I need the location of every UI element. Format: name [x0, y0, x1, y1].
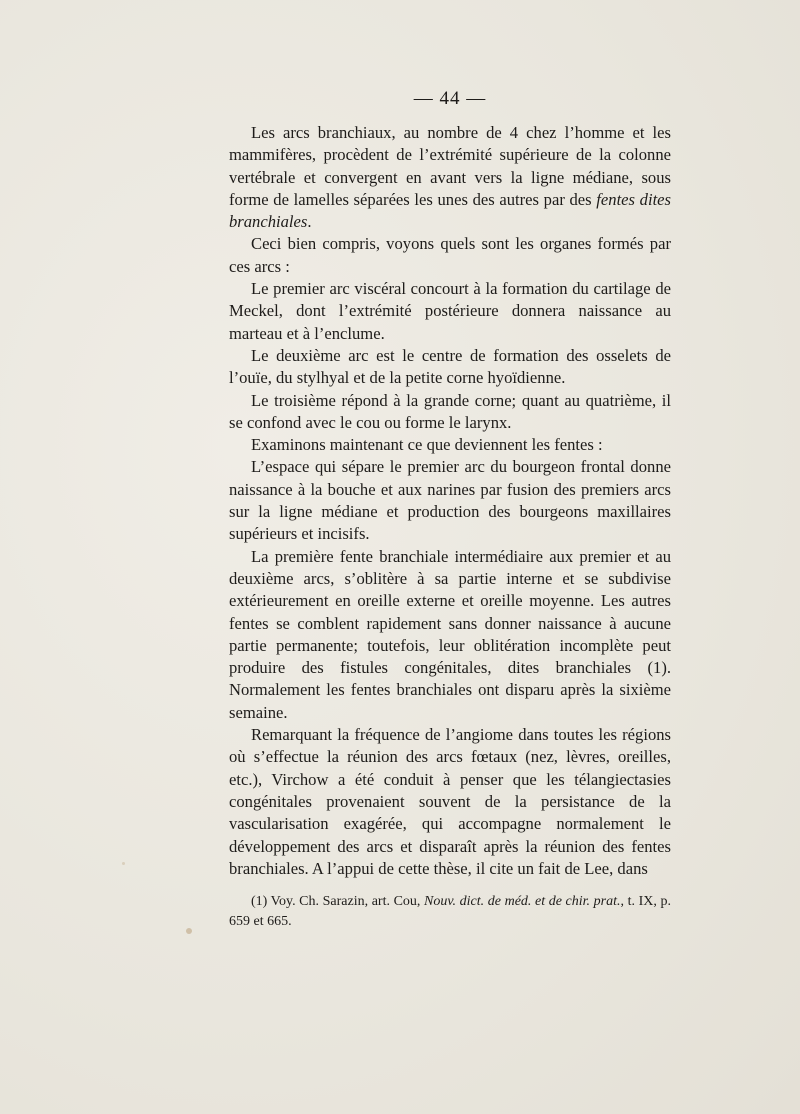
paragraph: L’espace qui sépare le premier arc du bourgeon frontal donne naissance à la bouche et aux narines par fusion des premiers arcs sur la ligne médiane et production des bourgeons maxillaires supérieurs et incisifs. [229, 457, 671, 544]
paragraph: Ceci bien compris, voyons quels sont les organes formés par ces arcs : [229, 234, 671, 276]
page-content [229, 88, 671, 932]
paragraph: Examinons maintenant ce que deviennent les fentes : [251, 435, 603, 455]
paragraph: Remarquant la fréquence de l’angiome dans toutes les régions où s’effectue la réunion des arcs fœtaux (nez, lèvres, oreilles, etc.), Virchow a été conduit à penser que les télangiectasies congénitales provenaient souvent de la persistance de la vascularisation exagérée, qui accompagne normalement le développement des arcs et disparaît après la réunion des fentes branchiales. A l’appui de cette thèse, il cite un fait de Lee, dans [229, 725, 671, 878]
paragraph: Le deuxième arc est le centre de formation des osselets de l’ouïe, du stylhyal et de la petite corne hyoïdienne. [229, 345, 671, 388]
paragraph: Le premier arc viscéral concourt à la formation du cartilage de Meckel, dont l’extrémité postérieure donnera naissance au marteau et à l’enclume. [229, 279, 671, 343]
body-text [229, 122, 671, 880]
footnotes [229, 892, 671, 932]
paper-speck [122, 862, 125, 865]
page-number: — 44 — [413, 88, 487, 109]
paper-speck [186, 928, 192, 934]
paragraph: La première fente branchiale intermédiaire aux premier et au deuxième arcs, s’oblitère à sa partie interne et se subdivise extérieurement en oreille externe et oreille moyenne. Les autres fentes se comblent rapidement sans donner naissance à aucune partie permanente; toutefois, leur oblitération incomplète peut produire des fistules congénitales, dites branchiales (1). Normalement les fentes branchiales ont disparu après la sixième semaine. [229, 546, 671, 722]
footnote: (1) Voy. Ch. Sarazin, art. Cou, Nouv. dict. de méd. et de chir. prat., t. IX, p. 659 et 665. [229, 894, 672, 930]
paragraph: Le troisième répond à la grande corne; quant au quatrième, il se confond avec le cou ou forme le larynx. [229, 390, 671, 432]
paragraph: Les arcs branchiaux, au nombre de 4 chez l’homme et les mammifères, procèdent de l’extrémité supérieure de la colonne vertébrale et convergent en avant vers la ligne médiane, sous forme de lamelles séparées les unes des autres par des fentes dites branchiales. [229, 123, 672, 232]
